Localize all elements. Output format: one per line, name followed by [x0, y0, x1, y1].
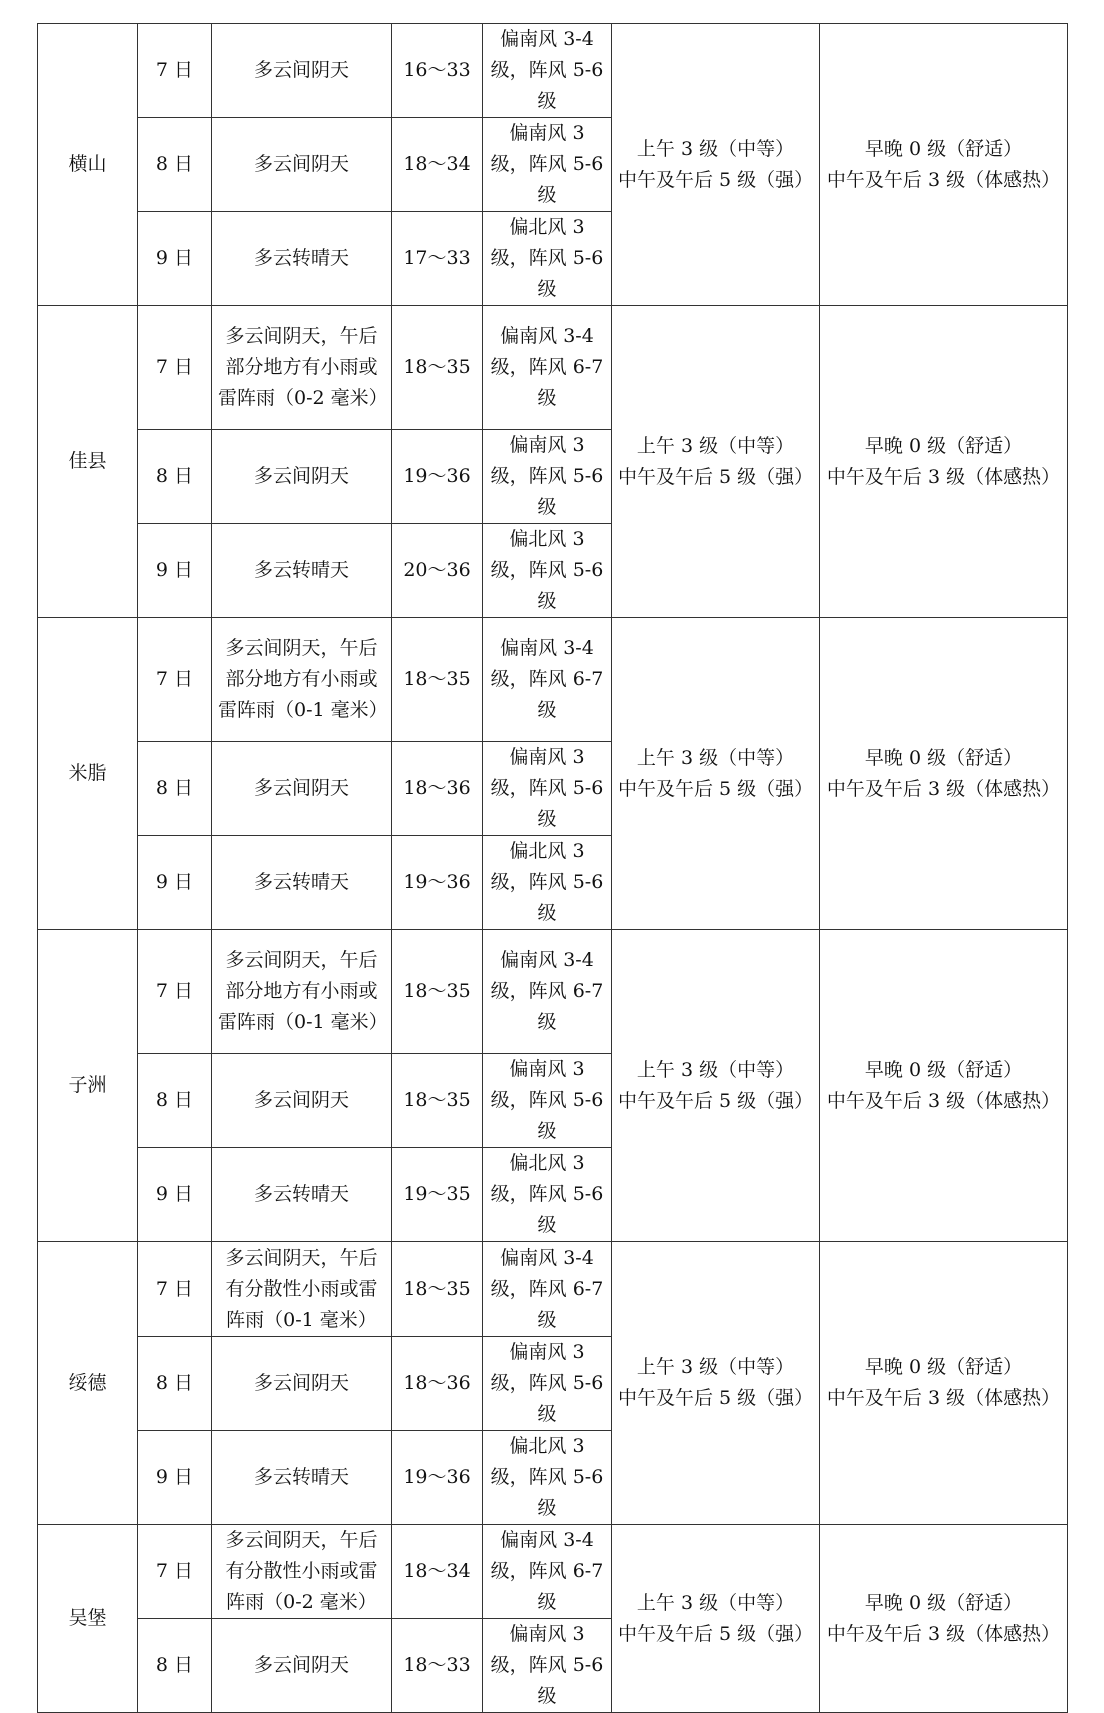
wind-cell: 偏北风 3 级，阵风 5-6 级: [483, 1148, 612, 1242]
uv-line: 中午及午后 5 级（强）: [618, 1089, 814, 1112]
wind-cell: 偏北风 3 级，阵风 5-6 级: [483, 212, 612, 306]
wind-cell: 偏北风 3 级，阵风 5-6 级: [483, 836, 612, 930]
temperature-cell: 19～36: [392, 1431, 483, 1525]
uv-line: 中午及午后 5 级（强）: [618, 777, 814, 800]
date-cell: 7 日: [138, 1525, 212, 1619]
city-cell: 吴堡: [38, 1525, 138, 1713]
weather-cell: 多云间阴天，午后有分散性小雨或雷阵雨（0-2 毫米）: [212, 1525, 392, 1619]
forecast-table: [37, 23, 1068, 1713]
uv-cell: [612, 306, 820, 618]
wind-cell: 偏南风 3-4 级，阵风 6-7 级: [483, 1242, 612, 1337]
comfort-cell: [820, 24, 1068, 306]
uv-line: 上午 3 级（中等）: [636, 434, 795, 457]
weather-cell: 多云间阴天: [212, 118, 392, 212]
weather-cell: 多云间阴天，午后部分地方有小雨或雷阵雨（0-1 毫米）: [212, 618, 392, 742]
wind-cell: 偏南风 3 级，阵风 5-6 级: [483, 1337, 612, 1431]
weather-cell: 多云间阴天: [212, 742, 392, 836]
date-cell: 7 日: [138, 24, 212, 118]
weather-cell: 多云转晴天: [212, 212, 392, 306]
wind-cell: 偏南风 3 级，阵风 5-6 级: [483, 1054, 612, 1148]
wind-cell: 偏南风 3-4 级，阵风 6-7 级: [483, 306, 612, 430]
weather-cell: 多云间阴天: [212, 24, 392, 118]
comfort-line: 中午及午后 3 级（体感热）: [826, 465, 1061, 488]
table-row: [38, 930, 1068, 1054]
temperature-cell: 19～36: [392, 430, 483, 524]
date-cell: 8 日: [138, 118, 212, 212]
uv-cell: [612, 618, 820, 930]
table-row: [38, 24, 1068, 118]
date-cell: 9 日: [138, 836, 212, 930]
table-row: [38, 1242, 1068, 1337]
uv-line: 中午及午后 5 级（强）: [618, 1387, 814, 1409]
weather-cell: 多云间阴天: [212, 1619, 392, 1713]
temperature-cell: 18～34: [392, 1525, 483, 1619]
uv-line: 上午 3 级（中等）: [636, 1058, 795, 1081]
city-cell: 子洲: [38, 930, 138, 1242]
table-row: [38, 618, 1068, 742]
uv-line: 上午 3 级（中等）: [636, 1356, 795, 1378]
date-cell: 8 日: [138, 1054, 212, 1148]
comfort-line: 中午及午后 3 级（体感热）: [826, 1089, 1061, 1112]
date-cell: 7 日: [138, 930, 212, 1054]
wind-cell: 偏南风 3 级，阵风 5-6 级: [483, 118, 612, 212]
weather-cell: 多云间阴天: [212, 1337, 392, 1431]
weather-cell: 多云间阴天，午后有分散性小雨或雷阵雨（0-1 毫米）: [212, 1242, 392, 1337]
wind-cell: 偏南风 3 级，阵风 5-6 级: [483, 1619, 612, 1713]
city-cell: 米脂: [38, 618, 138, 930]
comfort-line: 早晚 0 级（舒适）: [864, 746, 1023, 769]
uv-cell: [612, 930, 820, 1242]
uv-line: 上午 3 级（中等）: [636, 137, 795, 160]
date-cell: 8 日: [138, 1337, 212, 1431]
temperature-cell: 18～35: [392, 1054, 483, 1148]
city-cell: 绥德: [38, 1242, 138, 1525]
comfort-line: 早晚 0 级（舒适）: [864, 137, 1023, 160]
uv-line: 上午 3 级（中等）: [636, 1591, 795, 1614]
wind-cell: 偏南风 3-4 级，阵风 6-7 级: [483, 930, 612, 1054]
comfort-line: 中午及午后 3 级（体感热）: [826, 1622, 1061, 1645]
date-cell: 8 日: [138, 742, 212, 836]
uv-cell: [612, 1242, 820, 1525]
comfort-line: 中午及午后 3 级（体感热）: [826, 777, 1061, 800]
temperature-cell: 18～35: [392, 930, 483, 1054]
temperature-cell: 18～35: [392, 306, 483, 430]
comfort-line: 中午及午后 3 级（体感热）: [826, 1387, 1061, 1409]
temperature-cell: 17～33: [392, 212, 483, 306]
comfort-cell: [820, 618, 1068, 930]
city-cell: 佳县: [38, 306, 138, 618]
weather-cell: 多云转晴天: [212, 1431, 392, 1525]
wind-cell: 偏南风 3 级，阵风 5-6 级: [483, 742, 612, 836]
temperature-cell: 18～34: [392, 118, 483, 212]
temperature-cell: 18～36: [392, 742, 483, 836]
temperature-cell: 19～35: [392, 1148, 483, 1242]
temperature-cell: 18～36: [392, 1337, 483, 1431]
date-cell: 7 日: [138, 306, 212, 430]
uv-cell: [612, 24, 820, 306]
weather-cell: 多云间阴天，午后部分地方有小雨或雷阵雨（0-2 毫米）: [212, 306, 392, 430]
temperature-cell: 18～33: [392, 1619, 483, 1713]
date-cell: 9 日: [138, 1431, 212, 1525]
uv-line: 中午及午后 5 级（强）: [618, 1622, 814, 1645]
wind-cell: 偏南风 3-4 级，阵风 5-6 级: [483, 24, 612, 118]
comfort-cell: [820, 1525, 1068, 1713]
temperature-cell: 16～33: [392, 24, 483, 118]
date-cell: 9 日: [138, 212, 212, 306]
uv-line: 上午 3 级（中等）: [636, 746, 795, 769]
wind-cell: 偏北风 3 级，阵风 5-6 级: [483, 524, 612, 618]
comfort-line: 早晚 0 级（舒适）: [864, 1058, 1023, 1081]
table-row: [38, 306, 1068, 430]
weather-cell: 多云间阴天: [212, 1054, 392, 1148]
date-cell: 7 日: [138, 1242, 212, 1337]
wind-cell: 偏南风 3-4 级，阵风 6-7 级: [483, 618, 612, 742]
uv-line: 中午及午后 5 级（强）: [618, 465, 814, 488]
temperature-cell: 19～36: [392, 836, 483, 930]
city-cell: 横山: [38, 24, 138, 306]
wind-cell: 偏南风 3 级，阵风 5-6 级: [483, 430, 612, 524]
date-cell: 9 日: [138, 1148, 212, 1242]
table-row: [38, 1525, 1068, 1619]
uv-line: 中午及午后 5 级（强）: [618, 168, 814, 191]
weather-cell: 多云转晴天: [212, 524, 392, 618]
wind-cell: 偏北风 3 级，阵风 5-6 级: [483, 1431, 612, 1525]
comfort-cell: [820, 930, 1068, 1242]
temperature-cell: 18～35: [392, 1242, 483, 1337]
comfort-line: 早晚 0 级（舒适）: [864, 1356, 1023, 1378]
temperature-cell: 18～35: [392, 618, 483, 742]
comfort-cell: [820, 306, 1068, 618]
weather-cell: 多云转晴天: [212, 836, 392, 930]
date-cell: 8 日: [138, 430, 212, 524]
uv-cell: [612, 1525, 820, 1713]
wind-cell: 偏南风 3-4 级，阵风 6-7 级: [483, 1525, 612, 1619]
comfort-line: 中午及午后 3 级（体感热）: [826, 168, 1061, 191]
temperature-cell: 20～36: [392, 524, 483, 618]
weather-cell: 多云间阴天: [212, 430, 392, 524]
comfort-line: 早晚 0 级（舒适）: [864, 1591, 1023, 1614]
date-cell: 8 日: [138, 1619, 212, 1713]
date-cell: 9 日: [138, 524, 212, 618]
comfort-line: 早晚 0 级（舒适）: [864, 434, 1023, 457]
date-cell: 7 日: [138, 618, 212, 742]
weather-cell: 多云间阴天，午后部分地方有小雨或雷阵雨（0-1 毫米）: [212, 930, 392, 1054]
weather-cell: 多云转晴天: [212, 1148, 392, 1242]
comfort-cell: [820, 1242, 1068, 1525]
